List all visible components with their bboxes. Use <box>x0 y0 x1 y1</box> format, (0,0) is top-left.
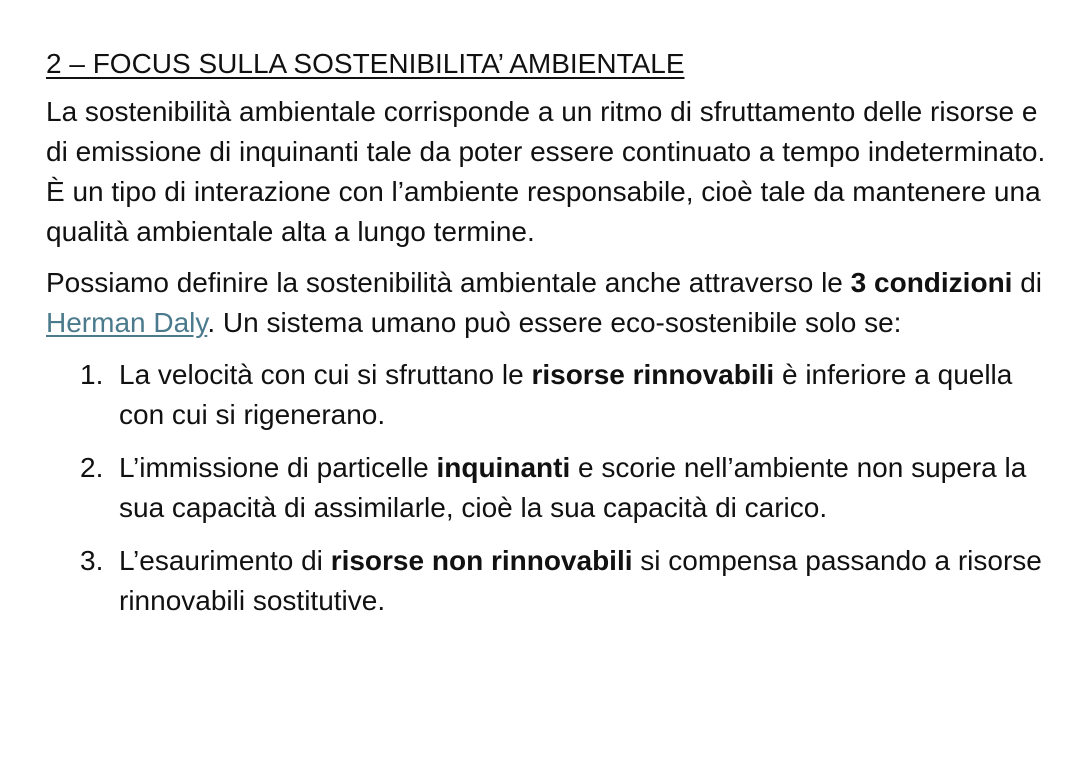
section-heading: 2 – FOCUS SULLA SOSTENIBILITA’ AMBIENTALE <box>46 48 685 79</box>
list-item-text-before: L’immissione di particelle <box>119 452 437 483</box>
paragraph-text-before: Possiamo definire la sostenibilità ambientale anche attraverso le <box>46 267 851 298</box>
list-item <box>46 448 1046 528</box>
list-item-number: 2. <box>80 452 104 483</box>
list-item-bold: risorse non rinnovabili <box>330 545 633 576</box>
list-item-text-after: si compensa passando a risorse rinnovabili sostitutive. <box>119 545 1042 616</box>
list-item-text-before: L’esaurimento di <box>119 545 331 576</box>
conditions-list <box>46 355 1046 621</box>
list-item <box>46 541 1046 621</box>
bold-three-conditions: 3 condizioni <box>850 267 1013 298</box>
herman-daly-link[interactable]: Herman Daly <box>46 307 208 338</box>
paragraph-definition: La sostenibilità ambientale corrisponde a un ritmo di sfruttamento delle risorse e di emissione di inquinanti tale da poter essere continuato a tempo indeterminato. È un tipo di interazione con l’ambiente responsabile, cioè tale da mantenere una qualità ambientale alta a lungo termine. <box>46 96 1046 247</box>
list-item-bold: risorse rinnovabili <box>531 359 775 390</box>
list-item-text-after: e scorie nell’ambiente non supera la sua capacità di assimilarle, cioè la sua capacità di carico. <box>119 452 1027 523</box>
list-item-text-after: è inferiore a quella con cui si rigenerano. <box>119 359 1013 430</box>
paragraph-text-after: . Un sistema umano può essere eco-sostenibile solo se: <box>207 307 902 338</box>
paragraph-text-middle: di <box>1012 267 1043 298</box>
paragraph-daly-conditions <box>46 263 1046 343</box>
list-item-number: 3. <box>80 545 104 576</box>
list-item <box>46 355 1046 435</box>
document-page <box>46 46 1046 634</box>
list-item-text-before: La velocità con cui si sfruttano le <box>119 359 532 390</box>
list-item-number: 1. <box>80 359 104 390</box>
list-item-bold: inquinanti <box>436 452 571 483</box>
